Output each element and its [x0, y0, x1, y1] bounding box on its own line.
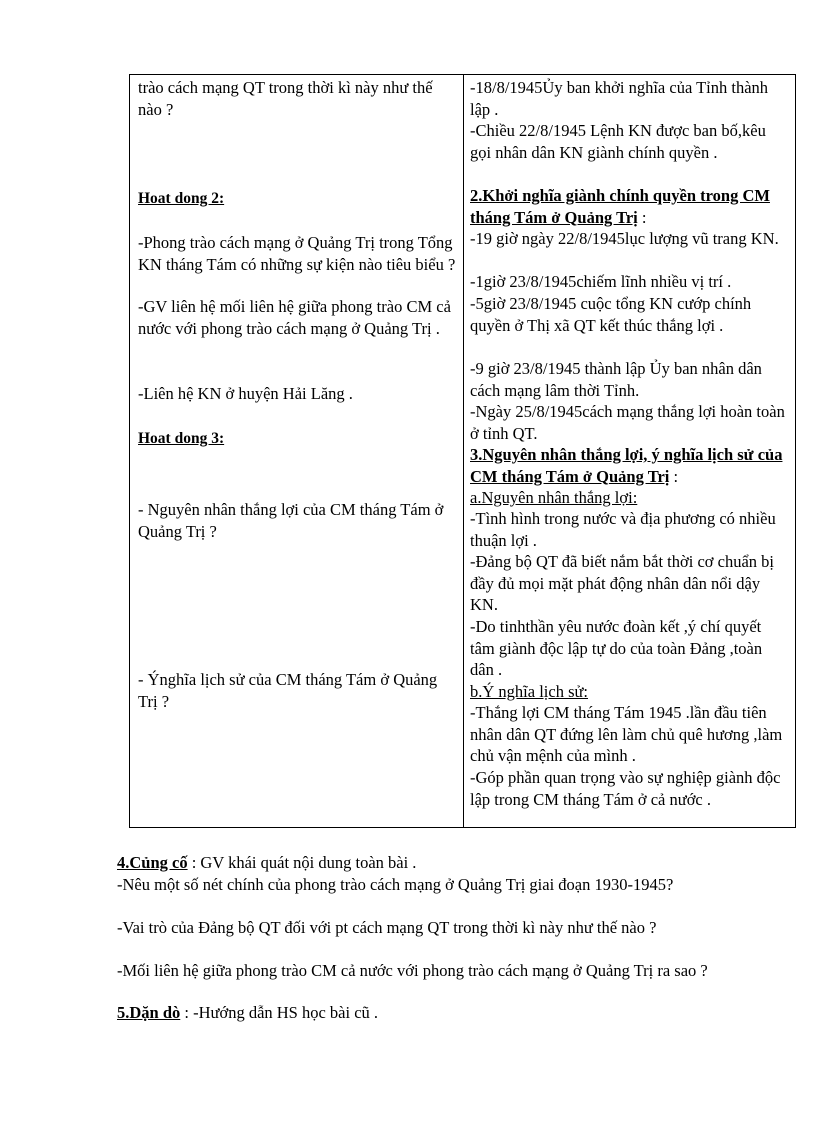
left-text: -Liên hệ KN ở huyện Hải Lăng . — [138, 384, 353, 403]
consolidation-line — [117, 852, 737, 874]
left-text: - Nguyên nhân thắng lợi của CM tháng Tám ở Quảng Trị ? — [138, 500, 444, 541]
left-cell-causes — [138, 499, 456, 542]
right-text: -1giờ 23/8/1945chiếm lĩnh nhiều vị trí . — [470, 272, 732, 291]
subheading-text: b.Ý nghĩa lịch sử: — [470, 682, 589, 701]
right-cell — [470, 77, 790, 120]
lesson-table — [129, 74, 796, 828]
question-1 — [117, 874, 737, 896]
right-cell — [470, 120, 790, 163]
question-text: -Mối liên hệ giữa phong trào CM cả nước với phong trào cách mạng ở Quảng Trị ra sao ? — [117, 961, 708, 980]
right-text: -Đảng bộ QT đã biết nắm bắt thời cơ chuẩn bị đầy đủ mọi mặt phát động nhân dân nổi dậy KN. — [470, 552, 774, 614]
left-text: - Ýnghĩa lịch sử của CM tháng Tám ở Quảng Trị ? — [138, 670, 438, 711]
homework-line — [117, 1002, 737, 1024]
left-text: trào cách mạng QT trong thời kì này như thế nào ? — [138, 78, 433, 119]
question-3 — [117, 960, 737, 982]
subheading-meaning — [470, 681, 790, 703]
right-cell — [470, 702, 790, 767]
activity-3-heading — [138, 428, 456, 450]
right-cell — [470, 358, 790, 401]
right-text: -Thắng lợi CM tháng Tám 1945 .lần đầu tiên nhân dân QT đứng lên làm chủ quê hương ,làm chủ vận mệnh của mình . — [470, 703, 783, 765]
subheading-causes — [470, 487, 790, 509]
column-divider — [463, 75, 464, 827]
left-cell-meaning — [138, 669, 456, 712]
section-2-heading — [470, 185, 790, 228]
left-text: -Phong trào cách mạng ở Quảng Trị trong Tổng KN tháng Tám có những sự kiện nào tiêu biểu ? — [138, 233, 456, 274]
right-cell — [470, 767, 790, 810]
right-text: -18/8/1945Ủy ban khởi nghĩa của Tỉnh thành lập . — [470, 78, 769, 119]
right-cell — [470, 271, 790, 293]
right-text: -Ngày 25/8/1945cách mạng thắng lợi hoàn toàn ở tỉnh QT. — [470, 402, 785, 443]
right-cell — [470, 228, 790, 250]
right-cell — [470, 508, 790, 551]
right-cell — [470, 551, 790, 616]
right-text: -9 giờ 23/8/1945 thành lập Ủy ban nhân dân cách mạng lâm thời Tỉnh. — [470, 359, 762, 400]
right-text: -Góp phần quan trọng vào sự nghiệp giành độc lập trong CM tháng Tám ở cả nước . — [470, 768, 781, 809]
right-text: -Chiều 22/8/1945 Lệnh KN được ban bố,kêu gọi nhân dân KN giành chính quyền . — [470, 121, 766, 162]
question-text: -Vai trò của Đảng bộ QT đối với pt cách mạng QT trong thời kì này như thế nào ? — [117, 918, 657, 937]
question-text: -Nêu một số nét chính của phong trào cách mạng ở Quảng Trị giai đoạn 1930-1945? — [117, 875, 674, 894]
left-cell-events — [138, 232, 456, 275]
right-text: -19 giờ ngày 22/8/1945lục lượng vũ trang KN. — [470, 229, 779, 248]
section-3-heading — [470, 444, 790, 487]
homework-text: : -Hướng dẫn HS học bài cũ . — [180, 1003, 379, 1022]
right-text: -5giờ 23/8/1945 cuộc tổng KN cướp chính quyền ở Thị xã QT kết thúc thắng lợi . — [470, 294, 752, 335]
right-text: -Do tinhthần yêu nước đoàn kết ,ý chí quyết tâm giành độc lập tự do của toàn Đảng ,toàn dân . — [470, 617, 763, 679]
left-cell-hailang — [138, 383, 456, 405]
activity-2-heading — [138, 188, 456, 210]
heading-suffix: : — [637, 207, 647, 227]
right-cell — [470, 616, 790, 681]
heading-text: 3.Nguyên nhân thắng lợi, ý nghĩa lịch sử của CM tháng Tám ở Quảng Trị — [470, 445, 783, 486]
question-2 — [117, 917, 737, 939]
homework-label: 5.Dặn dò — [117, 1003, 181, 1022]
consolidation-text: : GV khái quát nội dung toàn bài . — [187, 853, 417, 872]
right-text: -Tình hình trong nước và địa phương có nhiều thuận lợi . — [470, 509, 776, 550]
right-cell — [470, 293, 790, 336]
subheading-text: a.Nguyên nhân thắng lợi: — [470, 488, 638, 507]
heading-text: Hoat dong 3: — [138, 430, 225, 447]
heading-suffix: : — [669, 466, 679, 486]
heading-text: 2.Khởi nghĩa giành chính quyền trong CM tháng Tám ở Quảng Trị — [470, 186, 770, 227]
left-cell-relation — [138, 296, 456, 339]
left-text: -GV liên hệ mối liên hệ giữa phong trào CM cả nước với phong trào cách mạng ở Quảng Trị . — [138, 297, 451, 338]
left-cell-question — [138, 77, 456, 120]
consolidation-label: 4.Củng cố — [117, 853, 188, 872]
heading-text: Hoat dong 2: — [138, 190, 225, 207]
right-cell — [470, 401, 790, 444]
